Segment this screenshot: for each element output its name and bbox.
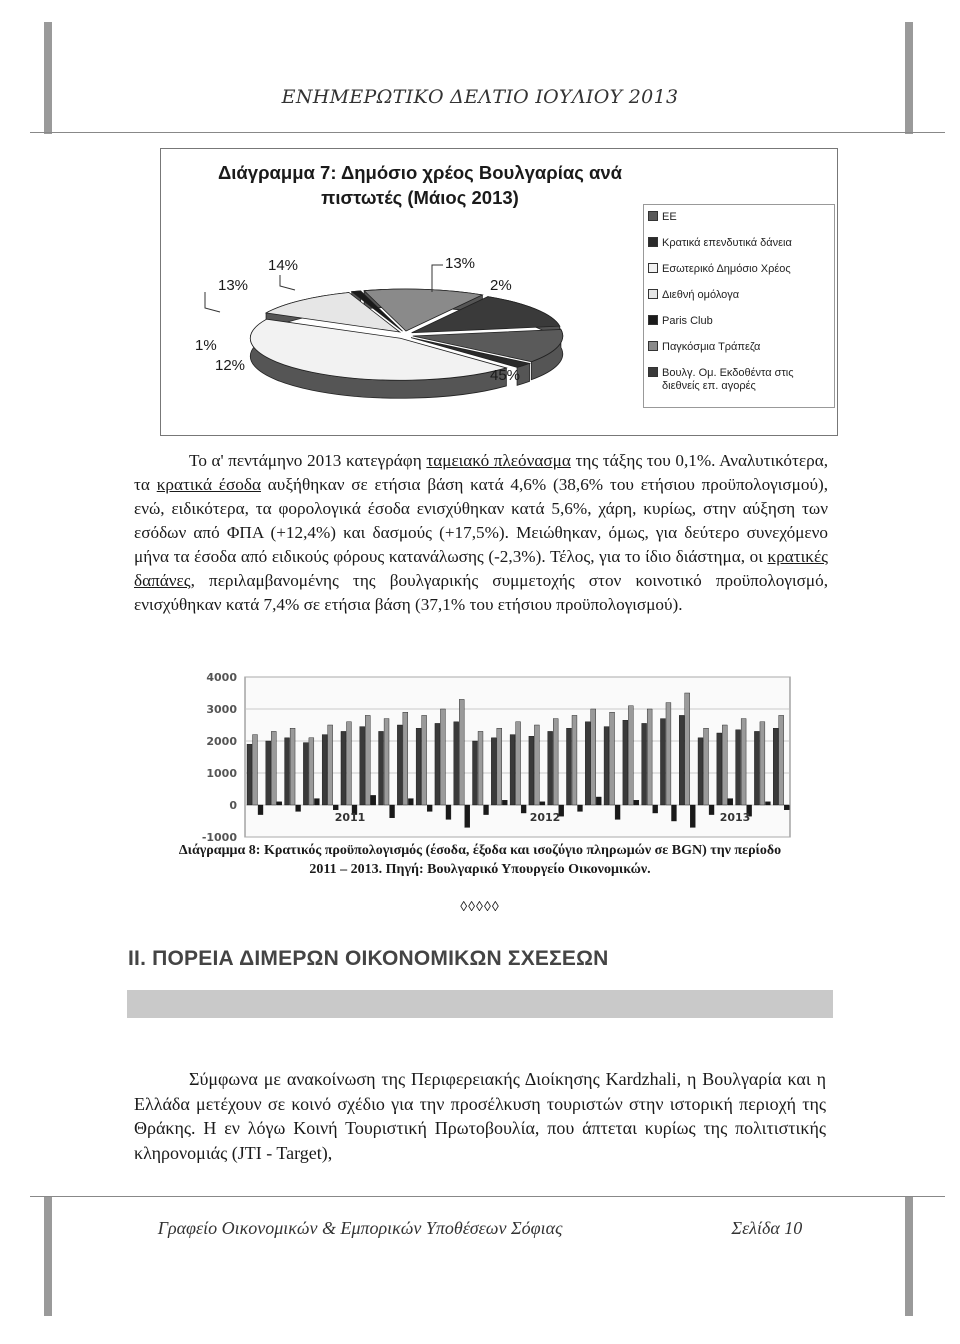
para1-lead: Το α' πεντάμηνο 2013 κατεγράφη bbox=[189, 451, 427, 470]
bar-έξοδα-8 bbox=[384, 719, 389, 805]
bar-έξοδα-14 bbox=[497, 728, 502, 805]
bar-ισοζύγιο-14 bbox=[502, 800, 507, 805]
bar-έσοδα-12 bbox=[454, 722, 459, 805]
bar-έσοδα-7 bbox=[360, 727, 365, 805]
bar-έσοδα-5 bbox=[322, 735, 327, 805]
bar-έσοδα-28 bbox=[754, 731, 759, 805]
y-tick-label: -1000 bbox=[201, 831, 237, 841]
y-tick-label: 0 bbox=[229, 799, 237, 812]
legend-item-5 bbox=[648, 315, 713, 327]
bar-έξοδα-3 bbox=[290, 728, 295, 805]
legend-swatch bbox=[648, 367, 658, 377]
bar-έσοδα-23 bbox=[660, 719, 665, 805]
para1-text-a: της τάξης του 0,1%. Αναλυτικότερα, τα bbox=[134, 451, 828, 494]
pie-label-6: 13% bbox=[445, 255, 476, 272]
bar-έσοδα-6 bbox=[341, 731, 346, 805]
bar-έσοδα-25 bbox=[698, 738, 703, 805]
bar-ισοζύγιο-3 bbox=[296, 805, 301, 811]
legend-item-7 bbox=[648, 367, 822, 393]
y-tick-label: 1000 bbox=[206, 767, 237, 780]
bar-έξοδα-9 bbox=[403, 712, 408, 805]
bar-έσοδα-1 bbox=[247, 744, 252, 805]
bar-έξοδα-12 bbox=[459, 699, 464, 805]
bar-ισοζύγιο-11 bbox=[446, 805, 451, 819]
bar-έσοδα-22 bbox=[642, 723, 647, 805]
bar-έξοδα-23 bbox=[666, 703, 671, 805]
bar-έσοδα-10 bbox=[416, 728, 421, 805]
pie-label-7: 14% bbox=[268, 257, 299, 274]
bar-έσοδα-24 bbox=[679, 715, 684, 805]
bar-ισοζύγιο-12 bbox=[465, 805, 470, 827]
bar-ισοζύγιο-29 bbox=[784, 805, 789, 810]
bar-έσοδα-19 bbox=[585, 722, 590, 805]
x-category-2012: 2012 bbox=[529, 811, 561, 824]
bar-έξοδα-18 bbox=[572, 715, 577, 805]
footer-rule bbox=[30, 1196, 945, 1197]
y-tick-label: 2000 bbox=[206, 735, 237, 748]
legend-label: Παγκόσμια Τράπεζα bbox=[662, 341, 761, 353]
pie-label-4: 12% bbox=[215, 357, 246, 374]
bar-έσοδα-21 bbox=[623, 720, 628, 805]
bar-ισοζύγιο-21 bbox=[634, 800, 639, 805]
bar-έσοδα-11 bbox=[435, 723, 440, 805]
legend-label: Διεθνή ομόλογα bbox=[662, 289, 740, 301]
y-tick-label: 3000 bbox=[206, 703, 237, 716]
bar-έξοδα-26 bbox=[722, 725, 727, 805]
paragraph-bilateral bbox=[134, 1067, 826, 1165]
bar-έσοδα-17 bbox=[548, 731, 553, 805]
bar-έσοδα-29 bbox=[773, 728, 778, 805]
para1-term-revenue: κρατικά έσοδα bbox=[156, 475, 261, 494]
paragraph-budget bbox=[134, 449, 828, 617]
bar-έξοδα-27 bbox=[741, 719, 746, 805]
para1-term-expenditure: κρατικές δαπάνες bbox=[134, 547, 828, 590]
bar-ισοζύγιο-25 bbox=[709, 805, 714, 815]
bar-έσοδα-2 bbox=[266, 741, 271, 805]
bar-έσοδα-9 bbox=[397, 725, 402, 805]
bar-έξοδα-24 bbox=[685, 693, 690, 805]
bar-ισοζύγιο-20 bbox=[615, 805, 620, 819]
para1-term-surplus: ταμειακό πλεόνασμα bbox=[426, 451, 571, 470]
legend-item-2 bbox=[648, 237, 792, 249]
para1-text-b: αυξήθηκαν σε ετήσια βάση κατά 4,6% (38,6% του ετήσιου προϋπολογισμού), ενώ, ειδικότερα, τα φορολογικά έσοδα ενισχύθηκαν κατά 5,6%, χάρη, κυρίως, στην αύξηση των εσόδων από ΦΠΑ (+12,4%) και δασμούς (+17,5%). Μειώθηκαν, όμως, για δεύτερο συνεχόμενο μήνα τα έσοδα από ειδικούς φόρους κατανάλωσης (-2,3%). Τέλος, για το ίδιο διάστημα, οι bbox=[134, 475, 829, 566]
chart8-bars bbox=[150, 665, 830, 841]
chart8-caption-line2: 2011 – 2013. Πηγή: Βουλγαρικό Υπουργείο Οικονομικών. bbox=[309, 862, 651, 877]
leader-line-14 bbox=[280, 275, 295, 290]
chart7-title-line1: Διάγραμμα 7: Δημόσιο χρέος Βουλγαρίας ανά bbox=[217, 162, 623, 183]
legend-label: ΕΕ bbox=[662, 211, 677, 223]
legend-swatch bbox=[648, 289, 658, 299]
bar-ισοζύγιο-7 bbox=[371, 795, 376, 805]
bar-έσοδα-14 bbox=[491, 738, 496, 805]
leader-line-13 bbox=[205, 292, 220, 312]
legend-label: Κρατικά επενδυτικά δάνεια bbox=[662, 237, 792, 249]
footer-page-number: Σελίδα 10 bbox=[731, 1218, 803, 1238]
bar-ισοζύγιο-23 bbox=[672, 805, 677, 821]
bar-ισοζύγιο-2 bbox=[277, 802, 282, 805]
bar-έσοδα-16 bbox=[529, 736, 534, 805]
bar-έξοδα-25 bbox=[704, 728, 709, 805]
chart8-caption-line1: Διάγραμμα 8: Κρατικός προϋπολογισμός (έσοδα, έξοδα και ισοζύγιο πληρωμών σε BGN) την περίοδο bbox=[178, 843, 782, 858]
bar-έσοδα-18 bbox=[566, 728, 571, 805]
legend-swatch bbox=[648, 341, 658, 351]
bar-έσοδα-8 bbox=[379, 731, 384, 805]
chart7-title bbox=[160, 160, 680, 210]
para2-text: Σύμφωνα με ανακοίνωση της Περιφερειακής Διοίκησης Kardzhali, η Βουλγαρία και η Ελλάδα μετέχουν σε κοινό σχέδιο για την προσέλκυση τουριστών στην ιστορική περιοχή της Θράκης. Η εν λόγω Κοινή Τουριστική Πρωτοβουλία, που άπτεται κυρίως της πολιτιστικής κληρονομιάς (JTI - Target), bbox=[134, 1069, 826, 1163]
bar-ισοζύγιο-1 bbox=[258, 805, 263, 815]
legend-swatch bbox=[648, 315, 658, 325]
bar-έξοδα-16 bbox=[534, 725, 539, 805]
bar-έξοδα-10 bbox=[422, 715, 427, 805]
bar-ισοζύγιο-26 bbox=[728, 799, 733, 805]
bar-ισοζύγιο-15 bbox=[521, 805, 526, 813]
bar-έξοδα-19 bbox=[591, 709, 596, 805]
chart7-pie bbox=[160, 240, 640, 430]
page-footer bbox=[0, 1218, 960, 1239]
y-tick-label: 4000 bbox=[206, 671, 237, 684]
bar-έξοδα-22 bbox=[647, 709, 652, 805]
bar-ισοζύγιο-24 bbox=[690, 805, 695, 827]
leader-line-13b bbox=[432, 265, 443, 292]
pie-label-5: 1% bbox=[195, 337, 217, 354]
footer-office: Γραφείο Οικονομικών & Εμπορικών Υποθέσεων Σόφιας bbox=[157, 1218, 563, 1238]
para1-text-c: , περιλαμβανομένης της βουλγαρικής συμμετοχής στον κοινοτικό προϋπολογισμό, ενισχύθηκαν κατά 7,4% σε ετήσια βάση (37,1% του ετήσιου προϋπολογισμού). bbox=[134, 571, 828, 614]
section-title: II. ΠΟΡΕΙΑ ΔΙΜΕΡΩΝ ΟΙΚΟΝΟΜΙΚΩΝ ΣΧΕΣΕΩΝ bbox=[128, 947, 609, 970]
bar-ισοζύγιο-19 bbox=[596, 797, 601, 805]
pie-label-1: 13% bbox=[218, 277, 249, 294]
legend-label: Paris Club bbox=[662, 315, 713, 327]
chart8-caption bbox=[130, 841, 830, 879]
header-rule bbox=[30, 132, 945, 133]
scan-margin-left bbox=[44, 22, 52, 134]
bar-έξοδα-13 bbox=[478, 731, 483, 805]
bar-έξοδα-5 bbox=[328, 725, 333, 805]
pie-label-2: 2% bbox=[490, 277, 512, 294]
bar-ισοζύγιο-18 bbox=[578, 805, 583, 811]
bar-έσοδα-4 bbox=[303, 743, 308, 805]
bar-ισοζύγιο-28 bbox=[765, 802, 770, 805]
scan-margin-right-bottom bbox=[905, 1196, 913, 1316]
bar-ισοζύγιο-13 bbox=[484, 805, 489, 815]
bar-έξοδα-6 bbox=[346, 722, 351, 805]
legend-item-3 bbox=[648, 263, 791, 275]
bar-ισοζύγιο-16 bbox=[540, 802, 545, 805]
bar-έσοδα-27 bbox=[736, 730, 741, 805]
chart7-legend bbox=[643, 204, 835, 408]
bar-έσοδα-15 bbox=[510, 735, 515, 805]
section-separator: ◊◊◊◊◊ bbox=[460, 900, 500, 915]
bar-έξοδα-4 bbox=[309, 738, 314, 805]
legend-swatch bbox=[648, 211, 658, 221]
legend-swatch bbox=[648, 237, 658, 247]
bar-έξοδα-15 bbox=[516, 722, 521, 805]
bar-έξοδα-1 bbox=[253, 735, 258, 805]
x-category-2011: 2011 bbox=[334, 811, 366, 824]
section-grey-band bbox=[127, 990, 833, 1018]
legend-label: Βουλγ. Ομ. Εκδοθέντα στις διεθνείς επ. αγορές bbox=[662, 367, 794, 392]
scan-margin-left-bottom bbox=[44, 1196, 52, 1316]
bar-έσοδα-26 bbox=[717, 733, 722, 805]
legend-label: Εσωτερικό Δημόσιο Χρέος bbox=[662, 263, 791, 275]
bar-έσοδα-3 bbox=[285, 738, 290, 805]
bar-ισοζύγιο-5 bbox=[333, 805, 338, 810]
bar-έξοδα-29 bbox=[779, 715, 784, 805]
x-category-2013: 2013 bbox=[719, 811, 751, 824]
bar-έξοδα-2 bbox=[271, 731, 276, 805]
legend-swatch bbox=[648, 263, 658, 273]
bar-ισοζύγιο-10 bbox=[427, 805, 432, 811]
bar-ισοζύγιο-22 bbox=[653, 805, 658, 813]
bar-ισοζύγιο-4 bbox=[314, 799, 319, 805]
legend-item-1 bbox=[648, 211, 677, 223]
scan-margin-right bbox=[905, 22, 913, 134]
bar-έξοδα-7 bbox=[365, 715, 370, 805]
legend-item-4 bbox=[648, 289, 739, 301]
bar-έσοδα-20 bbox=[604, 727, 609, 805]
page-header-title: ΕΝΗΜΕΡΩΤΙΚΟ ΔΕΛΤΙΟ ΙΟΥΛΙΟΥ 2013 bbox=[281, 86, 679, 108]
bar-έξοδα-11 bbox=[440, 709, 445, 805]
bar-έξοδα-17 bbox=[553, 719, 558, 805]
bar-έσοδα-13 bbox=[473, 741, 478, 805]
legend-item-6 bbox=[648, 341, 760, 353]
bar-ισοζύγιο-9 bbox=[408, 799, 413, 805]
bar-έξοδα-21 bbox=[628, 706, 633, 805]
bar-ισοζύγιο-8 bbox=[390, 805, 395, 818]
pie-label-3: 45% bbox=[490, 367, 521, 384]
bar-έξοδα-28 bbox=[760, 722, 765, 805]
chart7-title-line2: πιστωτές (Μάιος 2013) bbox=[321, 187, 519, 208]
bar-έξοδα-20 bbox=[610, 712, 615, 805]
chart8-y-ticks bbox=[202, 671, 238, 841]
